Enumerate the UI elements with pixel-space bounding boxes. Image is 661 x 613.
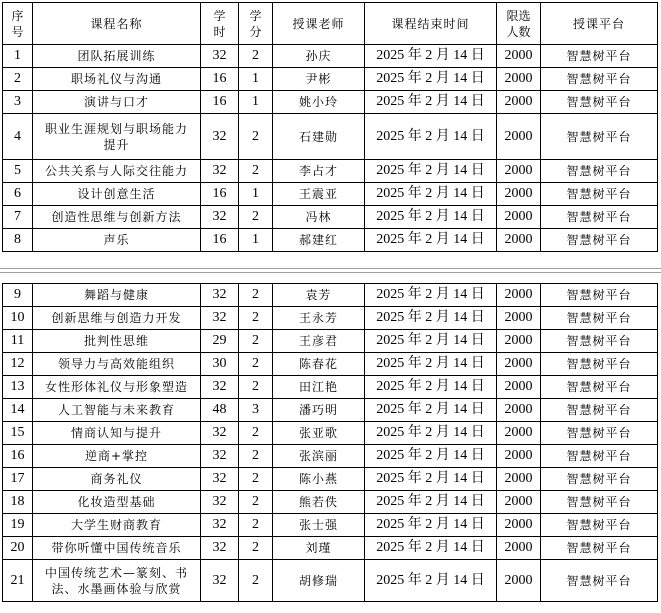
row-limit: 2000 xyxy=(497,206,541,229)
row-limit: 2000 xyxy=(497,537,541,560)
header-teacher: 授课老师 xyxy=(273,3,365,45)
row-hours: 32 xyxy=(201,284,239,307)
row-platform: 智慧树平台 xyxy=(541,114,658,160)
row-course-name: 领导力与高效能组织 xyxy=(33,353,201,376)
row-limit: 2000 xyxy=(497,491,541,514)
row-end-time: 2025 年 2 月 14 日 xyxy=(365,491,497,514)
row-end-time: 2025 年 2 月 14 日 xyxy=(365,183,497,206)
row-teacher: 张滨丽 xyxy=(273,445,365,468)
row-course-name: 职场礼仪与沟通 xyxy=(33,68,201,91)
row-credits: 1 xyxy=(239,229,273,252)
row-course-name: 大学生财商教育 xyxy=(33,514,201,537)
row-teacher: 张亚歌 xyxy=(273,422,365,445)
row-platform: 智慧树平台 xyxy=(541,91,658,114)
row-platform: 智慧树平台 xyxy=(541,68,658,91)
row-index: 3 xyxy=(3,91,33,114)
row-index: 20 xyxy=(3,537,33,560)
row-limit: 2000 xyxy=(497,68,541,91)
row-hours: 16 xyxy=(201,229,239,252)
row-end-time: 2025 年 2 月 14 日 xyxy=(365,68,497,91)
row-course-name: 批判性思维 xyxy=(33,330,201,353)
table-row xyxy=(3,229,658,252)
row-hours: 32 xyxy=(201,376,239,399)
table-row xyxy=(3,468,658,491)
row-credits: 2 xyxy=(239,284,273,307)
row-teacher: 胡修瑞 xyxy=(273,560,365,602)
row-platform: 智慧树平台 xyxy=(541,353,658,376)
row-hours: 32 xyxy=(201,468,239,491)
row-end-time: 2025 年 2 月 14 日 xyxy=(365,229,497,252)
row-index: 18 xyxy=(3,491,33,514)
row-limit: 2000 xyxy=(497,160,541,183)
row-course-name: 设计创意生活 xyxy=(33,183,201,206)
row-limit: 2000 xyxy=(497,399,541,422)
row-index: 4 xyxy=(3,114,33,160)
row-hours: 32 xyxy=(201,445,239,468)
course-table-page-1 xyxy=(2,2,658,252)
row-end-time: 2025 年 2 月 14 日 xyxy=(365,560,497,602)
row-teacher: 尹彬 xyxy=(273,68,365,91)
row-credits: 2 xyxy=(239,468,273,491)
row-limit: 2000 xyxy=(497,284,541,307)
row-end-time: 2025 年 2 月 14 日 xyxy=(365,160,497,183)
row-course-name: 人工智能与未来教育 xyxy=(33,399,201,422)
row-hours: 32 xyxy=(201,537,239,560)
row-course-name: 逆商+掌控 xyxy=(33,445,201,468)
row-course-name: 舞蹈与健康 xyxy=(33,284,201,307)
row-teacher: 王震亚 xyxy=(273,183,365,206)
table-header-row xyxy=(3,3,658,45)
page-break-line-bottom xyxy=(0,272,661,273)
row-platform: 智慧树平台 xyxy=(541,284,658,307)
row-credits: 1 xyxy=(239,68,273,91)
row-credits: 1 xyxy=(239,91,273,114)
row-teacher: 李占才 xyxy=(273,160,365,183)
table-row xyxy=(3,514,658,537)
row-credits: 2 xyxy=(239,45,273,68)
row-platform: 智慧树平台 xyxy=(541,422,658,445)
row-credits: 2 xyxy=(239,330,273,353)
row-limit: 2000 xyxy=(497,330,541,353)
row-course-name: 职业生涯规划与职场能力提升 xyxy=(33,114,201,160)
row-teacher: 陈小燕 xyxy=(273,468,365,491)
row-end-time: 2025 年 2 月 14 日 xyxy=(365,114,497,160)
row-limit: 2000 xyxy=(497,91,541,114)
row-end-time: 2025 年 2 月 14 日 xyxy=(365,45,497,68)
row-credits: 3 xyxy=(239,399,273,422)
table-row xyxy=(3,376,658,399)
page-break-line-top xyxy=(0,268,661,269)
table-row xyxy=(3,330,658,353)
row-platform: 智慧树平台 xyxy=(541,445,658,468)
row-limit: 2000 xyxy=(497,353,541,376)
row-end-time: 2025 年 2 月 14 日 xyxy=(365,91,497,114)
row-credits: 2 xyxy=(239,160,273,183)
row-hours: 16 xyxy=(201,91,239,114)
row-index: 1 xyxy=(3,45,33,68)
table-row xyxy=(3,91,658,114)
row-limit: 2000 xyxy=(497,183,541,206)
header-course: 课程名称 xyxy=(33,3,201,45)
row-teacher: 张士强 xyxy=(273,514,365,537)
table-row xyxy=(3,353,658,376)
row-course-name: 化妆造型基础 xyxy=(33,491,201,514)
row-course-name: 演讲与口才 xyxy=(33,91,201,114)
row-credits: 2 xyxy=(239,206,273,229)
row-end-time: 2025 年 2 月 14 日 xyxy=(365,468,497,491)
row-hours: 32 xyxy=(201,422,239,445)
header-limit: 限选人数 xyxy=(497,3,541,45)
row-teacher: 姚小玲 xyxy=(273,91,365,114)
row-teacher: 王永芳 xyxy=(273,307,365,330)
header-credits: 学分 xyxy=(239,3,273,45)
row-hours: 32 xyxy=(201,114,239,160)
row-platform: 智慧树平台 xyxy=(541,537,658,560)
course-table-page-2 xyxy=(2,283,658,602)
row-credits: 2 xyxy=(239,307,273,330)
row-credits: 2 xyxy=(239,514,273,537)
row-teacher: 冯林 xyxy=(273,206,365,229)
row-teacher: 潘巧明 xyxy=(273,399,365,422)
table-row xyxy=(3,183,658,206)
row-hours: 32 xyxy=(201,560,239,602)
row-end-time: 2025 年 2 月 14 日 xyxy=(365,537,497,560)
row-index: 15 xyxy=(3,422,33,445)
row-end-time: 2025 年 2 月 14 日 xyxy=(365,307,497,330)
row-end-time: 2025 年 2 月 14 日 xyxy=(365,399,497,422)
row-end-time: 2025 年 2 月 14 日 xyxy=(365,514,497,537)
row-platform: 智慧树平台 xyxy=(541,560,658,602)
row-index: 19 xyxy=(3,514,33,537)
row-platform: 智慧树平台 xyxy=(541,160,658,183)
row-end-time: 2025 年 2 月 14 日 xyxy=(365,422,497,445)
table-row xyxy=(3,68,658,91)
header-hours: 学时 xyxy=(201,3,239,45)
table-row xyxy=(3,45,658,68)
row-index: 21 xyxy=(3,560,33,602)
row-platform: 智慧树平台 xyxy=(541,376,658,399)
row-limit: 2000 xyxy=(497,445,541,468)
row-credits: 2 xyxy=(239,560,273,602)
row-platform: 智慧树平台 xyxy=(541,399,658,422)
row-hours: 30 xyxy=(201,353,239,376)
row-end-time: 2025 年 2 月 14 日 xyxy=(365,376,497,399)
row-teacher: 田江艳 xyxy=(273,376,365,399)
table-row xyxy=(3,206,658,229)
row-index: 17 xyxy=(3,468,33,491)
table-row xyxy=(3,422,658,445)
row-hours: 32 xyxy=(201,491,239,514)
table-row xyxy=(3,114,658,160)
row-credits: 2 xyxy=(239,537,273,560)
row-index: 16 xyxy=(3,445,33,468)
row-hours: 16 xyxy=(201,68,239,91)
row-limit: 2000 xyxy=(497,468,541,491)
header-index: 序号 xyxy=(3,3,33,45)
row-end-time: 2025 年 2 月 14 日 xyxy=(365,330,497,353)
row-course-name: 中国传统艺术—篆刻、书法、水墨画体验与欣赏 xyxy=(33,560,201,602)
row-hours: 32 xyxy=(201,307,239,330)
row-course-name: 声乐 xyxy=(33,229,201,252)
row-end-time: 2025 年 2 月 14 日 xyxy=(365,284,497,307)
row-credits: 2 xyxy=(239,376,273,399)
table-row xyxy=(3,491,658,514)
row-teacher: 熊若佚 xyxy=(273,491,365,514)
row-teacher: 郝建红 xyxy=(273,229,365,252)
row-teacher: 陈春花 xyxy=(273,353,365,376)
row-credits: 1 xyxy=(239,183,273,206)
row-credits: 2 xyxy=(239,114,273,160)
row-teacher: 孙庆 xyxy=(273,45,365,68)
row-hours: 16 xyxy=(201,183,239,206)
table-row xyxy=(3,160,658,183)
row-hours: 32 xyxy=(201,206,239,229)
row-index: 13 xyxy=(3,376,33,399)
row-hours: 48 xyxy=(201,399,239,422)
row-index: 11 xyxy=(3,330,33,353)
table-row xyxy=(3,560,658,602)
row-credits: 2 xyxy=(239,445,273,468)
row-credits: 2 xyxy=(239,353,273,376)
row-platform: 智慧树平台 xyxy=(541,491,658,514)
row-limit: 2000 xyxy=(497,307,541,330)
row-course-name: 公共关系与人际交往能力 xyxy=(33,160,201,183)
row-platform: 智慧树平台 xyxy=(541,206,658,229)
row-credits: 2 xyxy=(239,422,273,445)
header-platform: 授课平台 xyxy=(541,3,658,45)
row-index: 12 xyxy=(3,353,33,376)
row-hours: 32 xyxy=(201,514,239,537)
row-teacher: 王彦君 xyxy=(273,330,365,353)
header-end-time: 课程结束时间 xyxy=(365,3,497,45)
row-platform: 智慧树平台 xyxy=(541,183,658,206)
row-index: 5 xyxy=(3,160,33,183)
table-row xyxy=(3,445,658,468)
row-platform: 智慧树平台 xyxy=(541,330,658,353)
row-platform: 智慧树平台 xyxy=(541,229,658,252)
row-index: 7 xyxy=(3,206,33,229)
row-course-name: 创造性思维与创新方法 xyxy=(33,206,201,229)
row-index: 9 xyxy=(3,284,33,307)
row-index: 8 xyxy=(3,229,33,252)
row-teacher: 袁芳 xyxy=(273,284,365,307)
row-teacher: 刘瑾 xyxy=(273,537,365,560)
row-end-time: 2025 年 2 月 14 日 xyxy=(365,353,497,376)
row-platform: 智慧树平台 xyxy=(541,307,658,330)
row-hours: 29 xyxy=(201,330,239,353)
row-teacher: 石建勋 xyxy=(273,114,365,160)
table-row xyxy=(3,537,658,560)
row-hours: 32 xyxy=(201,45,239,68)
row-end-time: 2025 年 2 月 14 日 xyxy=(365,206,497,229)
row-credits: 2 xyxy=(239,491,273,514)
row-index: 14 xyxy=(3,399,33,422)
row-limit: 2000 xyxy=(497,114,541,160)
table-row xyxy=(3,284,658,307)
row-limit: 2000 xyxy=(497,514,541,537)
row-limit: 2000 xyxy=(497,45,541,68)
row-index: 2 xyxy=(3,68,33,91)
row-course-name: 女性形体礼仪与形象塑造 xyxy=(33,376,201,399)
row-course-name: 商务礼仪 xyxy=(33,468,201,491)
row-limit: 2000 xyxy=(497,560,541,602)
row-course-name: 创新思维与创造力开发 xyxy=(33,307,201,330)
table-row xyxy=(3,399,658,422)
row-limit: 2000 xyxy=(497,422,541,445)
row-limit: 2000 xyxy=(497,376,541,399)
row-end-time: 2025 年 2 月 14 日 xyxy=(365,445,497,468)
table-row xyxy=(3,307,658,330)
row-hours: 32 xyxy=(201,160,239,183)
row-course-name: 情商认知与提升 xyxy=(33,422,201,445)
row-course-name: 团队拓展训练 xyxy=(33,45,201,68)
row-platform: 智慧树平台 xyxy=(541,514,658,537)
row-platform: 智慧树平台 xyxy=(541,45,658,68)
row-platform: 智慧树平台 xyxy=(541,468,658,491)
row-index: 10 xyxy=(3,307,33,330)
row-course-name: 带你听懂中国传统音乐 xyxy=(33,537,201,560)
row-index: 6 xyxy=(3,183,33,206)
row-limit: 2000 xyxy=(497,229,541,252)
